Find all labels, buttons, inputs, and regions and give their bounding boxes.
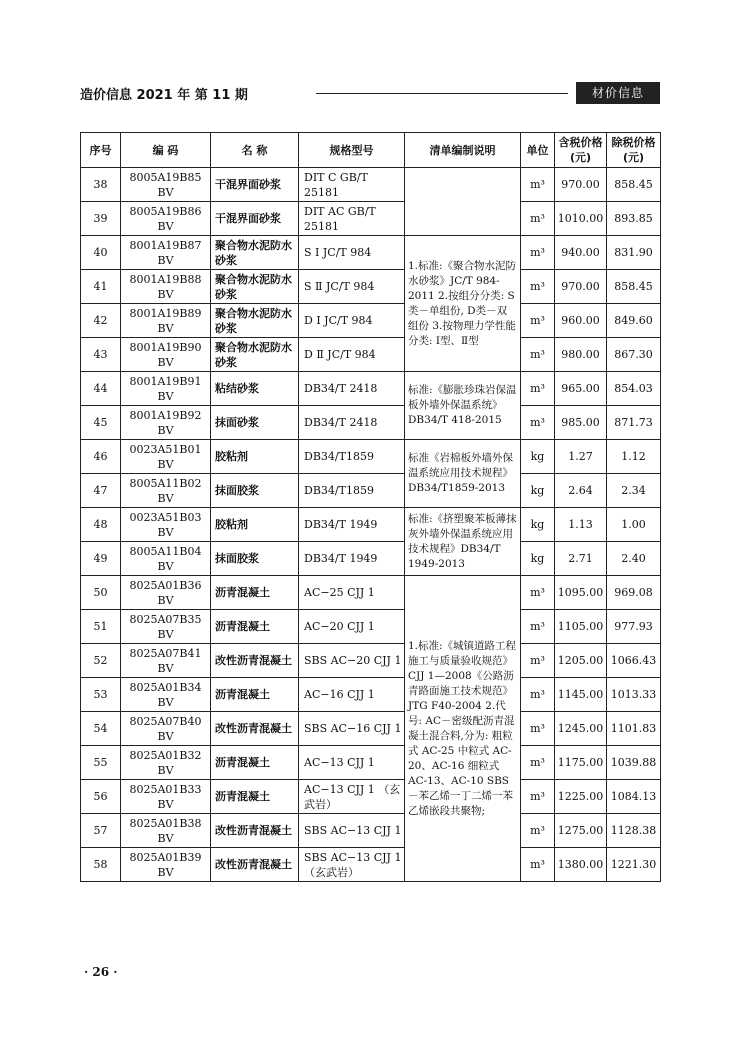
item-unit: m³ — [521, 372, 555, 406]
section-tag: 材价信息 — [576, 82, 660, 104]
item-code: 8005A11B02 BV — [121, 474, 211, 508]
price-with-tax: 1205.00 — [555, 644, 607, 678]
page-header — [80, 82, 660, 106]
price-without-tax: 854.03 — [607, 372, 661, 406]
price-without-tax: 1101.83 — [607, 712, 661, 746]
table-row — [81, 338, 661, 372]
table-row — [81, 848, 661, 882]
col-header-spec: 规格型号 — [299, 133, 405, 168]
row-number: 45 — [81, 406, 121, 440]
price-with-tax: 1175.00 — [555, 746, 607, 780]
item-code: 8025A01B34 BV — [121, 678, 211, 712]
header-rule — [316, 93, 568, 94]
item-unit: m³ — [521, 814, 555, 848]
col-header-no: 序号 — [81, 133, 121, 168]
item-spec: DB34/T 1949 — [299, 542, 405, 576]
table-row — [81, 814, 661, 848]
table-row — [81, 644, 661, 678]
price-with-tax: 2.64 — [555, 474, 607, 508]
item-name: 改性沥青混凝土 — [211, 644, 299, 678]
item-code: 8025A01B39 BV — [121, 848, 211, 882]
item-spec: AC−25 CJJ 1 — [299, 576, 405, 610]
item-name: 聚合物水泥防水砂浆 — [211, 338, 299, 372]
item-unit: m³ — [521, 576, 555, 610]
item-description: 标准:《挤塑聚苯板薄抹灰外墙外保温系统应用技术规程》DB34/T 1949-2013 — [405, 508, 521, 576]
item-code: 8005A19B85 BV — [121, 168, 211, 202]
table-row — [81, 780, 661, 814]
price-without-tax: 2.40 — [607, 542, 661, 576]
row-number: 41 — [81, 270, 121, 304]
item-name: 沥青混凝土 — [211, 678, 299, 712]
row-number: 44 — [81, 372, 121, 406]
item-code: 8001A19B89 BV — [121, 304, 211, 338]
item-unit: kg — [521, 542, 555, 576]
item-spec: AC−20 CJJ 1 — [299, 610, 405, 644]
price-table — [80, 132, 661, 882]
item-code: 8001A19B88 BV — [121, 270, 211, 304]
item-description: 标准《岩棉板外墙外保温系统应用技术规程》DB34/T1859-2013 — [405, 440, 521, 508]
item-unit: kg — [521, 474, 555, 508]
table-row — [81, 542, 661, 576]
row-number: 46 — [81, 440, 121, 474]
item-unit: m³ — [521, 406, 555, 440]
item-name: 粘结砂浆 — [211, 372, 299, 406]
table-row — [81, 202, 661, 236]
item-spec: SBS AC−16 CJJ 1 — [299, 712, 405, 746]
item-spec: DB34/T1859 — [299, 440, 405, 474]
item-code: 8001A19B90 BV — [121, 338, 211, 372]
item-code: 8025A01B32 BV — [121, 746, 211, 780]
item-code: 8025A01B36 BV — [121, 576, 211, 610]
price-without-tax: 893.85 — [607, 202, 661, 236]
item-code: 8025A07B35 BV — [121, 610, 211, 644]
price-with-tax: 2.71 — [555, 542, 607, 576]
item-spec: DB34/T1859 — [299, 474, 405, 508]
table-row — [81, 746, 661, 780]
item-name: 改性沥青混凝土 — [211, 814, 299, 848]
price-without-tax: 831.90 — [607, 236, 661, 270]
col-header-unit: 单位 — [521, 133, 555, 168]
item-unit: m³ — [521, 202, 555, 236]
item-unit: kg — [521, 508, 555, 542]
item-spec: AC−13 CJJ 1 — [299, 746, 405, 780]
item-description: 1.标准:《聚合物水泥防水砂浆》JC/T 984-2011 2.按组分分类: S类－单组份, D类－双组份 3.按物理力学性能分类: Ⅰ型、Ⅱ型 — [405, 236, 521, 372]
price-with-tax: 970.00 — [555, 270, 607, 304]
price-with-tax: 970.00 — [555, 168, 607, 202]
price-without-tax: 1128.38 — [607, 814, 661, 848]
item-unit: m³ — [521, 712, 555, 746]
table-row — [81, 508, 661, 542]
item-code: 8001A19B91 BV — [121, 372, 211, 406]
row-number: 54 — [81, 712, 121, 746]
col-header-description: 清单编制说明 — [405, 133, 521, 168]
item-code: 8025A07B40 BV — [121, 712, 211, 746]
row-number: 49 — [81, 542, 121, 576]
row-number: 43 — [81, 338, 121, 372]
table-row — [81, 440, 661, 474]
row-number: 48 — [81, 508, 121, 542]
item-spec: D Ⅱ JC/T 984 — [299, 338, 405, 372]
col-header-code: 编 码 — [121, 133, 211, 168]
price-with-tax: 1275.00 — [555, 814, 607, 848]
item-unit: m³ — [521, 236, 555, 270]
item-name: 胶粘剂 — [211, 508, 299, 542]
item-spec: AC−13 CJJ 1 （玄武岩） — [299, 780, 405, 814]
item-unit: m³ — [521, 644, 555, 678]
item-name: 改性沥青混凝土 — [211, 712, 299, 746]
price-without-tax: 867.30 — [607, 338, 661, 372]
row-number: 40 — [81, 236, 121, 270]
table-row — [81, 610, 661, 644]
item-name: 胶粘剂 — [211, 440, 299, 474]
table-row — [81, 270, 661, 304]
col-header-name: 名 称 — [211, 133, 299, 168]
row-number: 51 — [81, 610, 121, 644]
price-without-tax: 1221.30 — [607, 848, 661, 882]
price-without-tax: 1084.13 — [607, 780, 661, 814]
price-with-tax: 1.13 — [555, 508, 607, 542]
table-row — [81, 236, 661, 270]
item-code: 8025A01B38 BV — [121, 814, 211, 848]
item-name: 抹面胶浆 — [211, 474, 299, 508]
item-name: 干混界面砂浆 — [211, 168, 299, 202]
item-code: 8025A01B33 BV — [121, 780, 211, 814]
col-header-price-without-tax: 除税价格(元) — [607, 133, 661, 168]
item-name: 沥青混凝土 — [211, 746, 299, 780]
item-unit: m³ — [521, 610, 555, 644]
price-without-tax: 1066.43 — [607, 644, 661, 678]
item-description: 1.标准:《城镇道路工程施工与质量验收规范》CJJ 1—2008《公路沥青路面施工技术规范》JTG F40-2004 2.代号: AC－密级配沥青混凝土混合料,分为: 粗粒式 AC-25 中粒式 AC-20、AC-16 细粒式 AC-13、AC-10 SBS－苯乙烯一丁二烯一苯乙烯嵌段共聚物; — [405, 576, 521, 882]
col-header-price-with-tax: 含税价格(元) — [555, 133, 607, 168]
price-without-tax: 1.12 — [607, 440, 661, 474]
item-unit: m³ — [521, 304, 555, 338]
price-with-tax: 980.00 — [555, 338, 607, 372]
row-number: 57 — [81, 814, 121, 848]
price-without-tax: 871.73 — [607, 406, 661, 440]
price-without-tax: 1039.88 — [607, 746, 661, 780]
price-without-tax: 1013.33 — [607, 678, 661, 712]
item-name: 改性沥青混凝土 — [211, 848, 299, 882]
item-code: 8001A19B92 BV — [121, 406, 211, 440]
price-with-tax: 1380.00 — [555, 848, 607, 882]
price-with-tax: 965.00 — [555, 372, 607, 406]
item-spec: SBS AC−13 CJJ 1 （玄武岩） — [299, 848, 405, 882]
item-name: 抹面胶浆 — [211, 542, 299, 576]
item-code: 0023A51B03 BV — [121, 508, 211, 542]
price-without-tax: 858.45 — [607, 168, 661, 202]
item-unit: m³ — [521, 338, 555, 372]
row-number: 56 — [81, 780, 121, 814]
row-number: 42 — [81, 304, 121, 338]
price-without-tax: 849.60 — [607, 304, 661, 338]
price-with-tax: 1105.00 — [555, 610, 607, 644]
item-description: 标准:《膨胀珍珠岩保温板外墙外保温系统》DB34/T 418-2015 — [405, 372, 521, 440]
row-number: 50 — [81, 576, 121, 610]
row-number: 53 — [81, 678, 121, 712]
item-unit: m³ — [521, 848, 555, 882]
item-code: 8005A11B04 BV — [121, 542, 211, 576]
item-name: 聚合物水泥防水砂浆 — [211, 304, 299, 338]
item-description — [405, 168, 521, 236]
item-spec: SBS AC−20 CJJ 1 — [299, 644, 405, 678]
table-row — [81, 712, 661, 746]
item-spec: DB34/T 2418 — [299, 372, 405, 406]
row-number: 39 — [81, 202, 121, 236]
price-with-tax: 960.00 — [555, 304, 607, 338]
item-spec: DIT C GB/T 25181 — [299, 168, 405, 202]
item-unit: m³ — [521, 168, 555, 202]
price-with-tax: 940.00 — [555, 236, 607, 270]
table-row — [81, 168, 661, 202]
item-unit: kg — [521, 440, 555, 474]
row-number: 52 — [81, 644, 121, 678]
row-number: 47 — [81, 474, 121, 508]
item-spec: DB34/T 1949 — [299, 508, 405, 542]
price-without-tax: 977.93 — [607, 610, 661, 644]
item-unit: m³ — [521, 746, 555, 780]
table-header-row — [81, 133, 661, 168]
item-name: 抹面砂浆 — [211, 406, 299, 440]
price-with-tax: 985.00 — [555, 406, 607, 440]
item-name: 沥青混凝土 — [211, 780, 299, 814]
row-number: 38 — [81, 168, 121, 202]
item-unit: m³ — [521, 678, 555, 712]
price-with-tax: 1145.00 — [555, 678, 607, 712]
item-spec: DB34/T 2418 — [299, 406, 405, 440]
price-without-tax: 858.45 — [607, 270, 661, 304]
item-spec: SBS AC−13 CJJ 1 — [299, 814, 405, 848]
item-unit: m³ — [521, 270, 555, 304]
header-title: 造价信息 2021 年 第 11 期 — [80, 88, 248, 103]
item-spec: DIT AC GB/T 25181 — [299, 202, 405, 236]
item-spec: S Ⅱ JC/T 984 — [299, 270, 405, 304]
item-name: 干混界面砂浆 — [211, 202, 299, 236]
table-row — [81, 576, 661, 610]
item-name: 沥青混凝土 — [211, 610, 299, 644]
price-with-tax: 1225.00 — [555, 780, 607, 814]
row-number: 55 — [81, 746, 121, 780]
item-spec: S Ⅰ JC/T 984 — [299, 236, 405, 270]
table-row — [81, 474, 661, 508]
price-with-tax: 1010.00 — [555, 202, 607, 236]
price-without-tax: 1.00 — [607, 508, 661, 542]
price-with-tax: 1245.00 — [555, 712, 607, 746]
item-spec: D Ⅰ JC/T 984 — [299, 304, 405, 338]
table-row — [81, 304, 661, 338]
item-code: 8025A07B41 BV — [121, 644, 211, 678]
page-number: · 26 · — [84, 965, 118, 979]
item-unit: m³ — [521, 780, 555, 814]
item-code: 8001A19B87 BV — [121, 236, 211, 270]
price-without-tax: 2.34 — [607, 474, 661, 508]
table-row — [81, 372, 661, 406]
table-row — [81, 406, 661, 440]
item-name: 聚合物水泥防水砂浆 — [211, 270, 299, 304]
item-spec: AC−16 CJJ 1 — [299, 678, 405, 712]
item-name: 聚合物水泥防水砂浆 — [211, 236, 299, 270]
item-code: 0023A51B01 BV — [121, 440, 211, 474]
price-without-tax: 969.08 — [607, 576, 661, 610]
table-row — [81, 678, 661, 712]
row-number: 58 — [81, 848, 121, 882]
price-with-tax: 1.27 — [555, 440, 607, 474]
item-code: 8005A19B86 BV — [121, 202, 211, 236]
item-name: 沥青混凝土 — [211, 576, 299, 610]
price-with-tax: 1095.00 — [555, 576, 607, 610]
